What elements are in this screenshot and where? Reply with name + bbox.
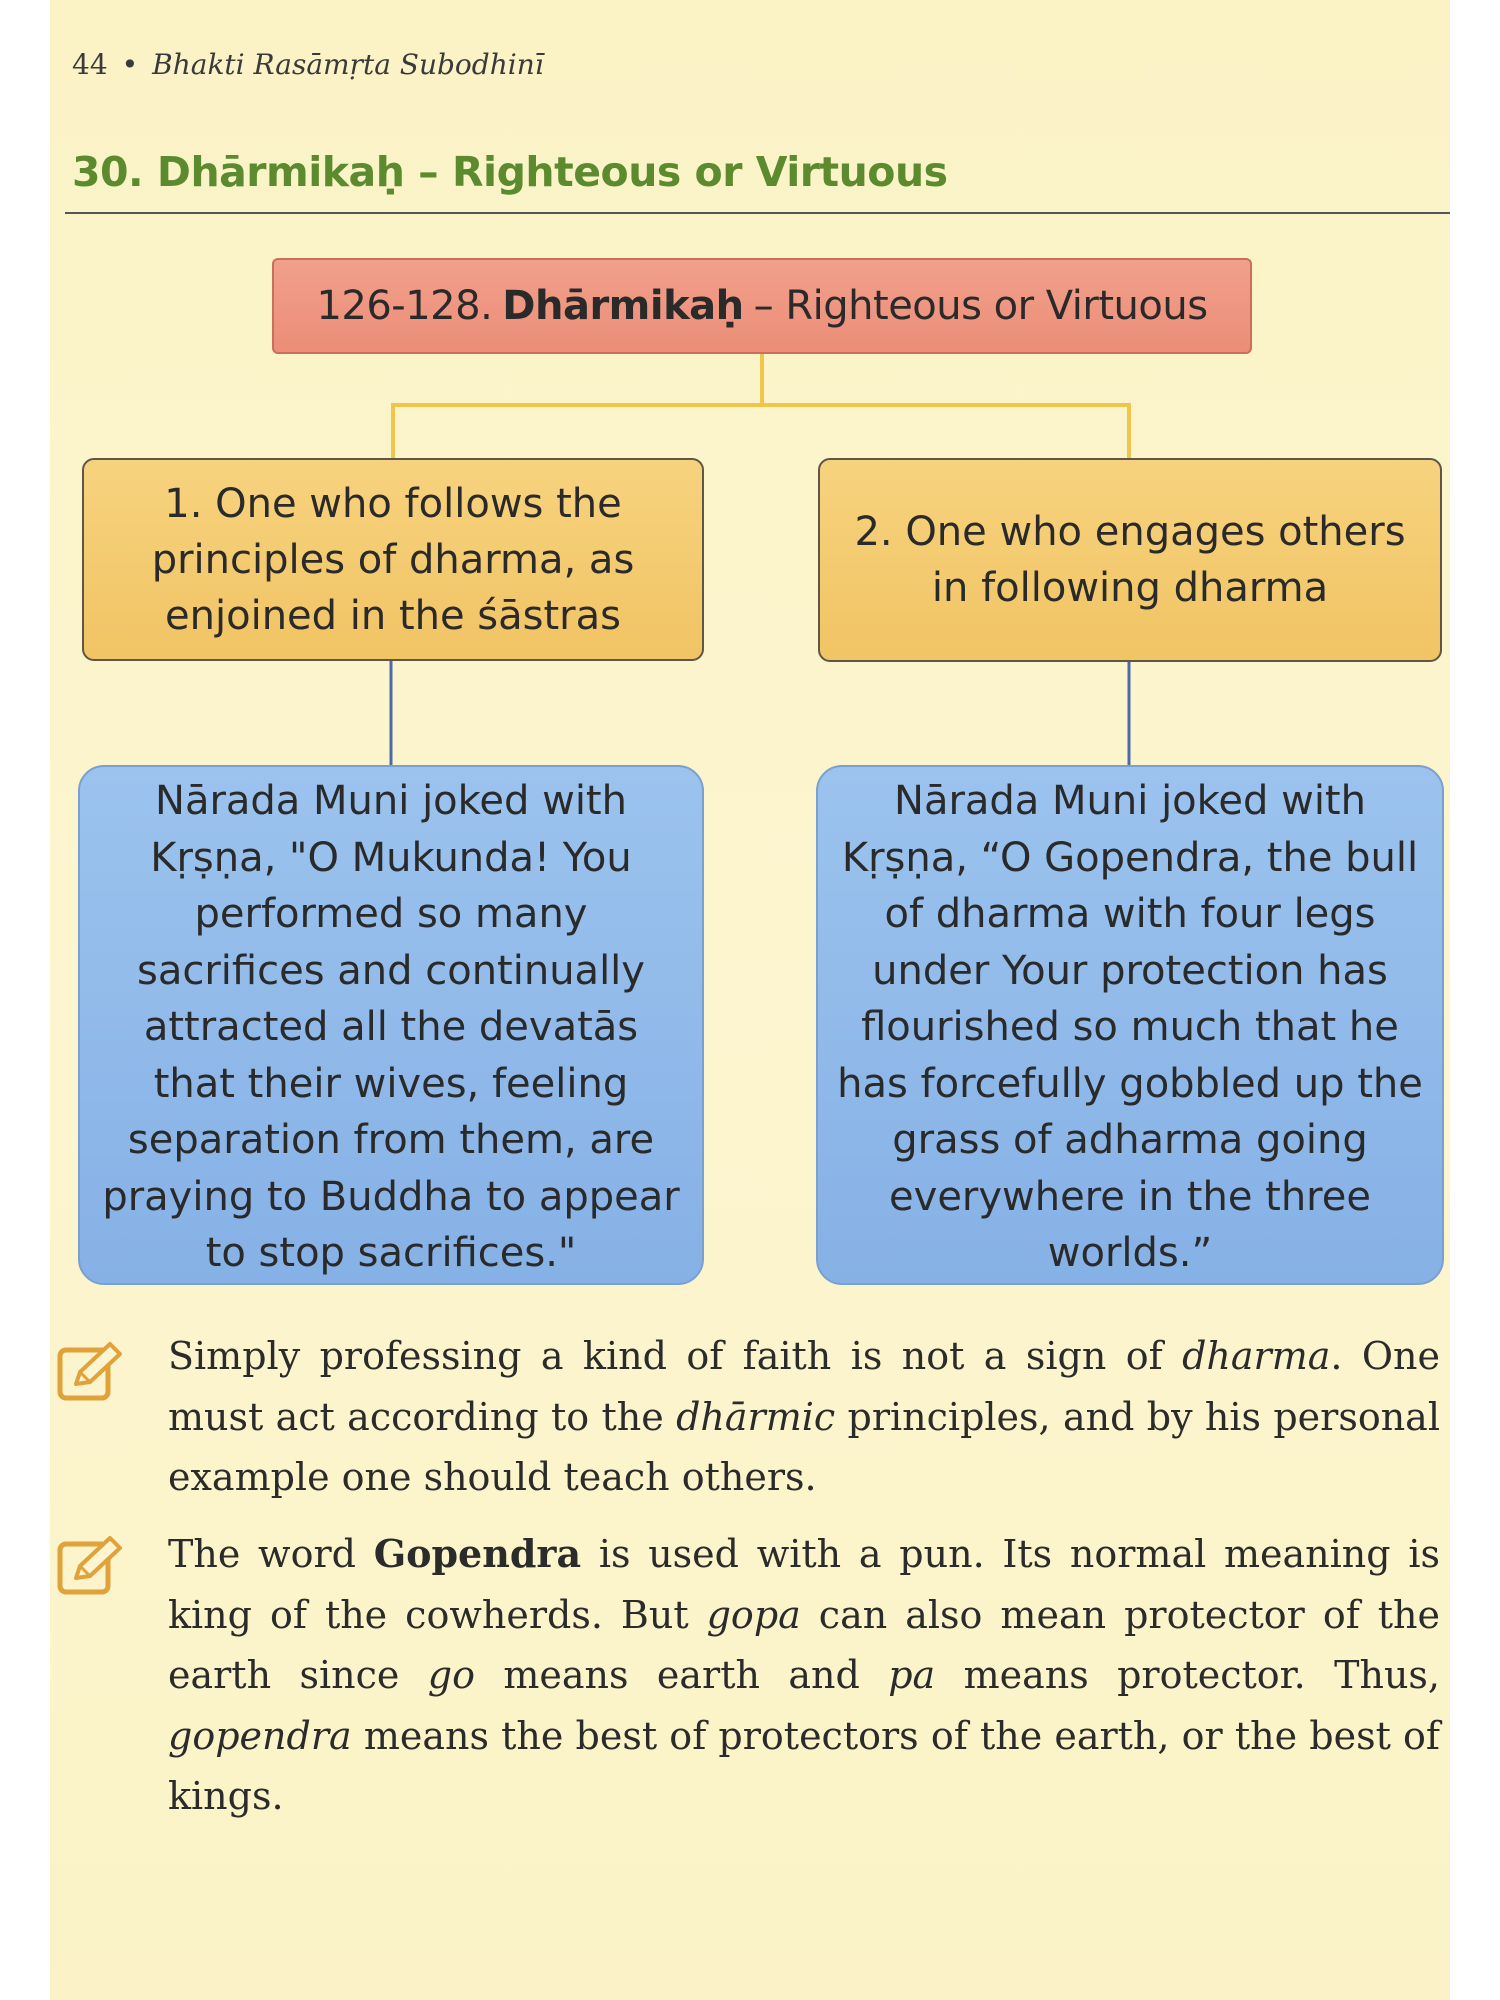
definition-text-1: 1. One who follows the principles of dharma, as enjoined in the śāstras xyxy=(151,480,635,639)
note-2-term-gopendra: Gopendra xyxy=(373,1531,582,1576)
note-1-term-dharmic: dhārmic xyxy=(676,1394,836,1439)
note-2-text-f: means the best of protectors of the earth, or the best of kings. xyxy=(168,1713,1440,1818)
note-1-text-a: Simply professing a kind of faith is not a sign of xyxy=(168,1334,1183,1378)
note-2-text-e: means protector. Thus, xyxy=(935,1653,1441,1697)
example-box-1 xyxy=(78,765,704,1285)
section-title: 30. Dhārmikaḥ – Righteous or Virtuous xyxy=(72,148,948,196)
note-pencil-icon xyxy=(56,1338,126,1404)
note-2-term-gopa: gopa xyxy=(706,1592,801,1637)
note-2-text-d: means earth and xyxy=(474,1653,889,1697)
header-separator: • xyxy=(121,48,139,81)
note-1 xyxy=(168,1326,1440,1508)
quality-number: 126-128. xyxy=(316,283,493,329)
definition-text-2: 2. One who engages others in following dharma xyxy=(854,509,1406,611)
example-text-2: Nārada Muni joked with Kṛṣṇa, “O Gopendra, the bull of dharma with four legs under Your protection has flourished so much that he has forcefully gobbled up the grass of adharma going everywhere in the three worlds.” xyxy=(837,778,1423,1276)
note-1-text-c: principles, and by his personal example one should teach others. xyxy=(168,1394,1440,1499)
page-number: 44 xyxy=(72,48,108,81)
note-1-text-b: . One must act according to the xyxy=(168,1334,1440,1439)
note-2-text-a: The word xyxy=(168,1532,374,1576)
note-2-term-gopendra-italic: gopendra xyxy=(168,1713,352,1758)
definition-box-2 xyxy=(818,458,1442,662)
note-1-term-dharma: dharma xyxy=(1182,1334,1331,1378)
note-2-term-go: go xyxy=(427,1653,475,1697)
note-pencil-icon xyxy=(56,1532,126,1598)
quality-term: Dhārmikaḥ xyxy=(502,283,744,329)
note-2-term-pa: pa xyxy=(888,1653,936,1697)
main-quality-box xyxy=(272,258,1252,354)
note-2-text-c: can also mean protector of the earth since xyxy=(168,1592,1441,1697)
note-2-text-b: is used with a pun. Its normal meaning is king of the cowherds. But xyxy=(168,1532,1440,1637)
example-box-2 xyxy=(816,765,1444,1285)
note-2 xyxy=(168,1524,1440,1827)
example-text-1: Nārada Muni joked with Kṛṣṇa, "O Mukunda! You performed so many sacrifices and continually attracted all the devatās that their wives, feeling separation from them, are praying to Buddha to appear to stop sacrifices." xyxy=(102,778,680,1276)
book-title: Bhakti Rasāmṛta Subodhinī xyxy=(152,48,544,81)
quality-meaning: – Righteous or Virtuous xyxy=(753,283,1208,329)
definition-box-1 xyxy=(82,458,704,661)
